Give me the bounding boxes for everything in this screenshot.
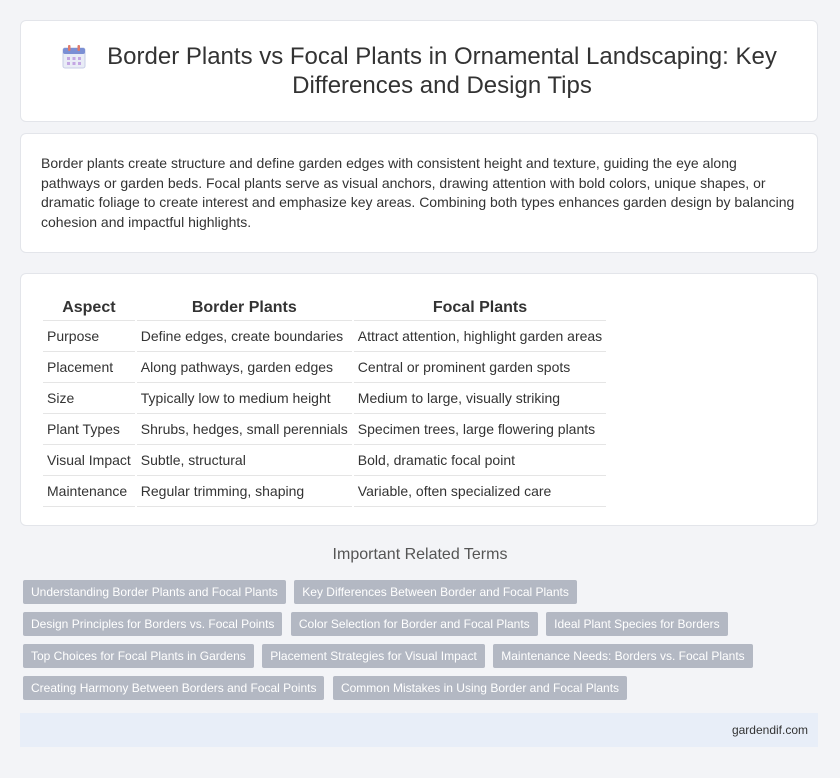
table-cell: Shrubs, hedges, small perennials (137, 414, 352, 445)
column-header-border-plants: Border Plants (137, 296, 352, 321)
table-row (43, 321, 606, 352)
related-term-tag[interactable]: Common Mistakes in Using Border and Focal Plants (333, 676, 627, 700)
table-cell: Subtle, structural (137, 445, 352, 476)
table-row (43, 383, 606, 414)
comparison-card (20, 273, 818, 526)
intro-card (20, 133, 818, 253)
related-term-tag[interactable]: Key Differences Between Border and Focal Plants (294, 580, 577, 604)
table-row (43, 352, 606, 383)
table-row (43, 476, 606, 507)
table-cell: Maintenance (43, 476, 135, 507)
table-cell: Typically low to medium height (137, 383, 352, 414)
column-header-aspect: Aspect (43, 296, 135, 321)
calendar-icon (61, 44, 87, 70)
table-cell: Variable, often specialized care (354, 476, 606, 507)
footer-site-link[interactable]: gardendif.com (731, 723, 808, 737)
table-cell: Attract attention, highlight garden areas (354, 321, 606, 352)
footer (20, 713, 818, 747)
table-cell: Specimen trees, large flowering plants (354, 414, 606, 445)
related-term-tag[interactable]: Creating Harmony Between Borders and Focal Points (23, 676, 324, 700)
table-cell: Along pathways, garden edges (137, 352, 352, 383)
related-term-tag[interactable]: Top Choices for Focal Plants in Gardens (23, 644, 254, 668)
related-term-tag[interactable]: Understanding Border Plants and Focal Plants (23, 580, 286, 604)
table-cell: Visual Impact (43, 445, 135, 476)
related-term-tag[interactable]: Design Principles for Borders vs. Focal Points (23, 612, 282, 636)
table-cell: Purpose (43, 321, 135, 352)
related-terms-list (23, 580, 813, 708)
related-term-tag[interactable]: Ideal Plant Species for Borders (546, 612, 727, 636)
related-term-tag[interactable]: Maintenance Needs: Borders vs. Focal Plants (493, 644, 752, 668)
table-cell: Size (43, 383, 135, 414)
table-cell: Central or prominent garden spots (354, 352, 606, 383)
table-cell: Plant Types (43, 414, 135, 445)
related-term-tag[interactable]: Color Selection for Border and Focal Plants (291, 612, 538, 636)
related-terms-title: Important Related Terms (332, 546, 508, 563)
header-card (20, 20, 818, 122)
related-term-tag[interactable]: Placement Strategies for Visual Impact (262, 644, 485, 668)
comparison-table (41, 296, 608, 507)
table-cell: Define edges, create boundaries (137, 321, 352, 352)
table-row (43, 414, 606, 445)
table-cell: Medium to large, visually striking (354, 383, 606, 414)
intro-paragraph: Border plants create structure and define garden edges with consistent height and texture, guiding the eye along pathways or garden beds. Focal plants serve as visual anchors, drawing attention with bold colors, unique shapes, or dramatic foliage to create interest and emphasize key areas. Combining both types enhances garden design by balancing cohesion and impactful highlights. (41, 155, 795, 230)
table-row (43, 445, 606, 476)
column-header-focal-plants: Focal Plants (354, 296, 606, 321)
page-title: Border Plants vs Focal Plants in Ornamental Landscaping: Key Differences and Design Tips (107, 43, 777, 99)
table-cell: Bold, dramatic focal point (354, 445, 606, 476)
table-header-row (43, 296, 606, 321)
table-cell: Placement (43, 352, 135, 383)
table-cell: Regular trimming, shaping (137, 476, 352, 507)
